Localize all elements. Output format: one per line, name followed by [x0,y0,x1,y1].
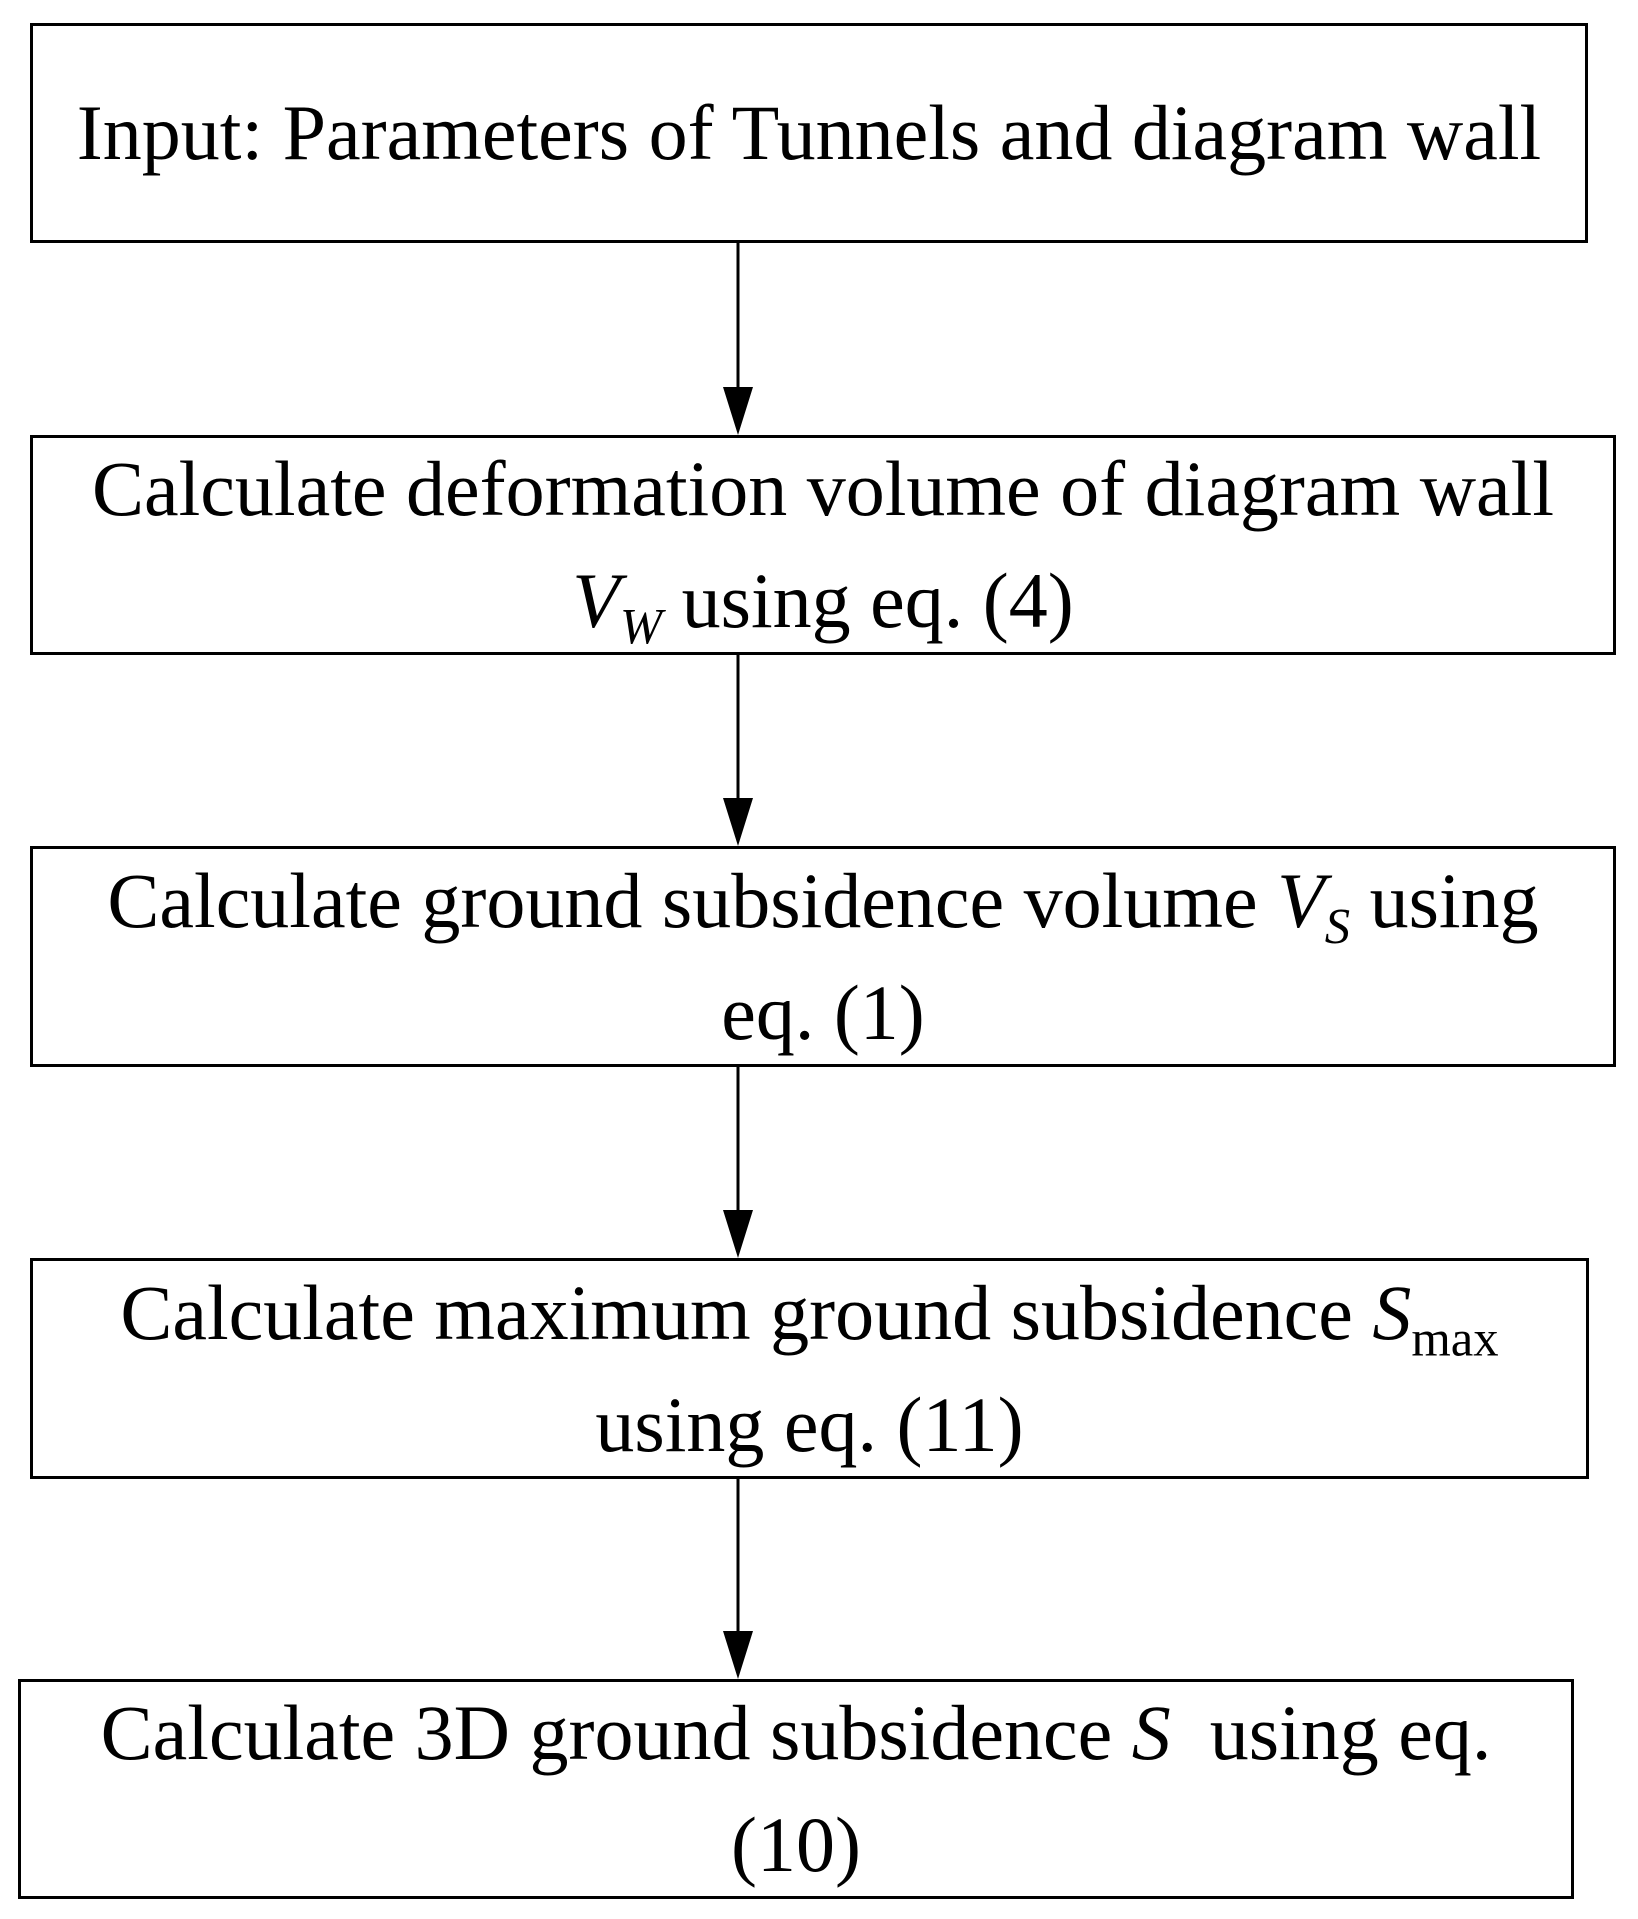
box-text-line: Calculate deformation volume of diagram wall [91,445,1554,532]
box-text-line: using eq. (11) [595,1380,1024,1468]
box-text-line: Input: Parameters of Tunnels and diagram wall [76,89,1542,176]
flow-arrow-3 [723,1067,753,1258]
flow-box-input [30,23,1588,243]
flow-arrow-1 [723,242,753,435]
box-text-line: Calculate 3D ground subsidence S using eq. [100,1689,1492,1776]
flow-box-calc-max-ground-subsidence [30,1258,1589,1479]
arrow-stem [737,1479,740,1635]
box-text-line: (10) [731,1801,861,1888]
arrow-stem [737,1067,740,1214]
arrowhead-down-icon [723,1210,753,1258]
flow-box-calc-3d-ground-subsidence [18,1679,1574,1899]
box-text-line: eq. (1) [721,968,925,1056]
arrowhead-down-icon [723,1631,753,1679]
arrowhead-down-icon [723,798,753,846]
flow-box-calc-wall-deformation-volume [30,435,1616,655]
flow-arrow-4 [723,1479,753,1679]
flow-box-calc-ground-subsidence-volume [30,846,1616,1067]
box-text-line: Calculate ground subsidence volume $V_S$ using [107,856,1539,955]
arrow-stem [737,242,740,391]
box-text-line: Calculate maximum ground subsidence $S_{max}$ [120,1268,1499,1367]
flow-arrow-2 [723,654,753,846]
arrowhead-down-icon [723,387,753,435]
box-text-line: $V_W$ using eq. (4) [572,557,1074,655]
arrow-stem [737,654,740,802]
